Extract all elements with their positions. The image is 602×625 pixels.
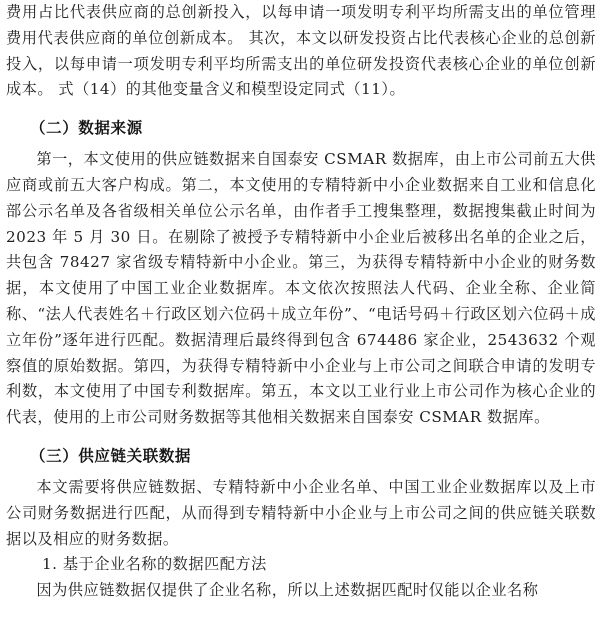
- spacer: [6, 431, 596, 443]
- paragraph-name-matching: 因为供应链数据仅提供了企业名称，所以上述数据匹配时仅能以企业名称: [36, 581, 539, 600]
- paragraph-data-matching: 本文需要将供应链数据、专精特新中小企业名单、中国工业企业数据库以及上市公司财务数据进行匹配，从而得到专精特新中小企业与上市公司之间的供应链关联数据以及相应的财务数据。: [6, 477, 596, 548]
- paragraph-innovation-cost: 费用占比代表供应商的总创新投入，以每申请一项发明专利平均所需支出的单位管理费用代表供应商的单位创新成本。 其次，本文以研发投资占比代表核心企业的总创新投入，以每申请一项发明专利平均所需支出的单位研发投资代表核心企业的单位创新成本。 式（14）的其他变量含义和模型设定同式（11）。: [6, 3, 596, 99]
- section-heading-supply-chain-data: （三）供应链关联数据: [30, 446, 192, 465]
- paragraph-data-sources: 第一，本文使用的供应链数据来自国泰安 CSMAR 数据库，由上市公司前五大供应商或前五大客户构成。第二，本文使用的专精特新中小企业数据来自工业和信息化部公示名单及各省级相关单位公示名单，由作者手工搜集整理，数据搜集截止时间为 2023 年 5 月 30 日。在剔除了被授予专精特新中小企业后被移出名单的企业之后，共包含 78427 家省级专精特新中小企业。第三，为获得专精特新中小企业的财务数据，本文使用了中国工业企业数据库。本文依次按照法人代码、企业全称、企业简称、“法人代表姓名＋行政区划六位码＋成立年份”、“电话号码＋行政区划六位码＋成立年份”逐年进行匹配。数据清理后最终得到包含 674486 家企业，2543632 个观察值的原始数据。第四，为获得专精特新中小企业与上市公司之间联合申请的发明专利数，本文使用了中国专利数据库。第五，本文以工业行业上市公司作为核心企业的代表，使用的上市公司财务数据等其他相关数据来自国泰安 CSMAR 数据库。: [6, 150, 596, 427]
- subheading-name-matching-method: 1. 基于企业名称的数据匹配方法: [42, 555, 267, 574]
- section-heading-data-sources: （二）数据来源: [30, 119, 143, 138]
- spacer: [6, 103, 596, 115]
